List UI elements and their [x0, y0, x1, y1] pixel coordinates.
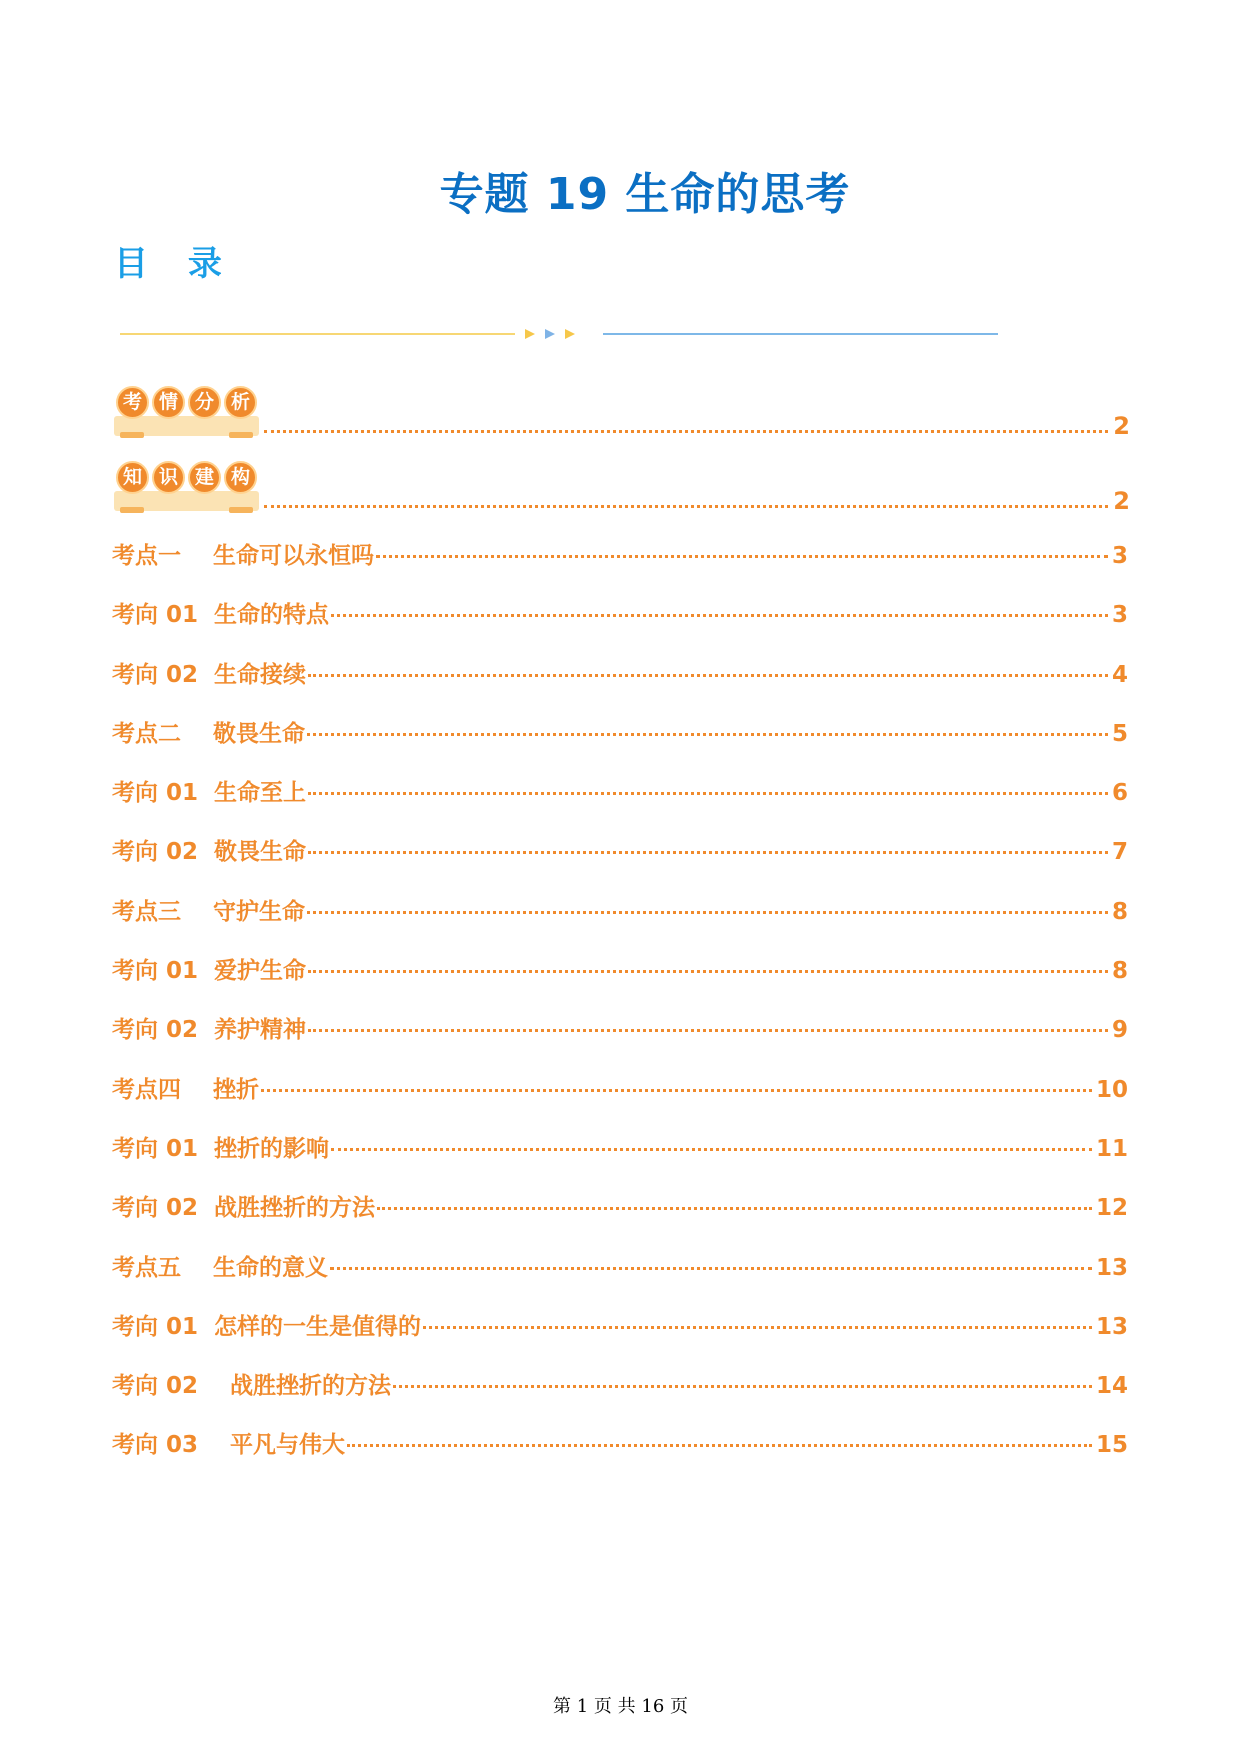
toc-entry[interactable]: [112, 893, 1128, 952]
toc-entry[interactable]: [112, 1071, 1128, 1130]
toc-leader-dots: [376, 555, 1108, 558]
toc-page-number: 14: [1095, 1373, 1128, 1400]
toc-entry-label: 考点二 敬畏生命: [112, 720, 306, 747]
footer-suffix: 页: [670, 1696, 689, 1717]
toc-page-number: 6: [1111, 780, 1128, 807]
toc-badge-knowledge-structure[interactable]: [114, 461, 1130, 521]
toc-leader-dots: [264, 430, 1108, 433]
toc-entry-label: 考向 01 爱护生命: [112, 958, 307, 985]
toc-entry-label: 考向 01 怎样的一生是值得的: [112, 1313, 422, 1340]
toc-leader-dots: [307, 733, 1108, 736]
toc-page-number: 3: [1111, 602, 1128, 629]
toc-entry-label: 考向 01 生命至上: [112, 780, 307, 807]
toc-leader-dots: [261, 1089, 1092, 1092]
toc-leader-dots: [308, 1029, 1108, 1032]
badge-char: 建: [188, 461, 221, 494]
page-footer: [0, 1692, 1241, 1718]
toc-page-number: 10: [1095, 1076, 1128, 1103]
toc-page-number: 4: [1111, 661, 1128, 688]
toc-leader-dots: [308, 970, 1108, 973]
toc-entry-label: 考点三 守护生命: [112, 898, 306, 925]
toc-page-number: 2: [1113, 412, 1130, 440]
badge-char: 考: [116, 386, 149, 419]
badge-char: 分: [188, 386, 221, 419]
toc-entry[interactable]: [112, 596, 1128, 655]
toc-page-number: 7: [1111, 839, 1128, 866]
toc-entry-label: 考点一 生命可以永恒吗: [112, 543, 375, 569]
toc-entry[interactable]: [112, 1249, 1128, 1308]
toc-page-number: 15: [1095, 1432, 1128, 1459]
toc-page-number: 8: [1111, 958, 1128, 985]
toc-entry[interactable]: [112, 715, 1128, 774]
toc-heading: 目 录: [114, 244, 236, 284]
toc-page-number: 11: [1095, 1135, 1128, 1162]
document-title: 专题 19 生命的思考: [439, 169, 851, 220]
badge-stub: [120, 432, 144, 438]
toc-leader-dots: [308, 674, 1108, 677]
footer-prefix: 第: [552, 1696, 571, 1717]
badge-stub: [229, 432, 253, 438]
badge-exam-analysis: [114, 386, 259, 440]
toc-leader-dots: [308, 851, 1108, 854]
toc-leader-dots: [393, 1385, 1092, 1388]
toc-leader-dots: [423, 1326, 1092, 1329]
toc-entry[interactable]: [112, 774, 1128, 833]
toc-page-number: 13: [1095, 1254, 1128, 1281]
toc-page-number: 5: [1111, 720, 1128, 747]
toc-entry-label: 考点五 生命的意义: [112, 1254, 329, 1281]
toc-entry-label: 考向 02 养护精神: [112, 1017, 307, 1044]
toc-entry-label: 考向 02 战胜挫折的方法: [112, 1373, 392, 1400]
toc-list: [112, 537, 1128, 1486]
toc-entry-label: 考向 03 平凡与伟大: [112, 1432, 346, 1459]
badge-char: 知: [116, 461, 149, 494]
toc-page-number: 12: [1095, 1195, 1128, 1222]
triangle-arrows-icon: [525, 327, 595, 341]
divider-line-left: [120, 333, 515, 335]
toc-entry[interactable]: [112, 537, 1128, 596]
toc-entry-label: 考点四 挫折: [112, 1076, 260, 1103]
toc-leader-dots: [377, 1207, 1092, 1210]
badge-char: 情: [152, 386, 185, 419]
footer-current-page: 1: [576, 1696, 589, 1717]
toc-page-number: 13: [1095, 1313, 1128, 1340]
toc-leader-dots: [264, 505, 1108, 508]
toc-entry[interactable]: [112, 1011, 1128, 1070]
toc-page-number: 9: [1111, 1017, 1128, 1044]
badge-stub: [120, 507, 144, 513]
toc-entry-label: 考向 02 敬畏生命: [112, 839, 307, 866]
toc-leader-dots: [308, 792, 1108, 795]
toc-leader-dots: [331, 1148, 1092, 1151]
toc-page-number: 8: [1111, 898, 1128, 925]
toc-badge-exam-analysis[interactable]: [114, 386, 1130, 446]
toc-leader-dots: [307, 911, 1108, 914]
badge-stub: [229, 507, 253, 513]
toc-page-number: 3: [1111, 543, 1128, 569]
toc-entry-label: 考向 01 生命的特点: [112, 602, 330, 629]
toc-entry[interactable]: [112, 1426, 1128, 1485]
toc-entry[interactable]: [112, 1130, 1128, 1189]
decorative-divider: [120, 324, 1010, 344]
badge-char: 构: [224, 461, 257, 494]
badge-char: 析: [224, 386, 257, 419]
toc-page-number: 2: [1113, 487, 1130, 515]
toc-entry[interactable]: [112, 833, 1128, 892]
divider-line-right: [603, 333, 998, 335]
toc-entry[interactable]: [112, 1367, 1128, 1426]
toc-entry[interactable]: [112, 952, 1128, 1011]
footer-middle: 页 共: [593, 1696, 636, 1717]
toc-entry-label: 考向 01 挫折的影响: [112, 1135, 330, 1162]
toc-leader-dots: [330, 1267, 1092, 1270]
badge-char: 识: [152, 461, 185, 494]
toc-entry-label: 考向 02 战胜挫折的方法: [112, 1195, 376, 1222]
badge-knowledge-structure: [114, 461, 259, 515]
toc-leader-dots: [347, 1444, 1092, 1447]
footer-total-pages: 16: [641, 1696, 665, 1717]
toc-entry[interactable]: [112, 1189, 1128, 1248]
toc-leader-dots: [331, 614, 1108, 617]
toc-entry[interactable]: [112, 1308, 1128, 1367]
toc-entry-label: 考向 02 生命接续: [112, 661, 307, 688]
toc-entry[interactable]: [112, 656, 1128, 715]
